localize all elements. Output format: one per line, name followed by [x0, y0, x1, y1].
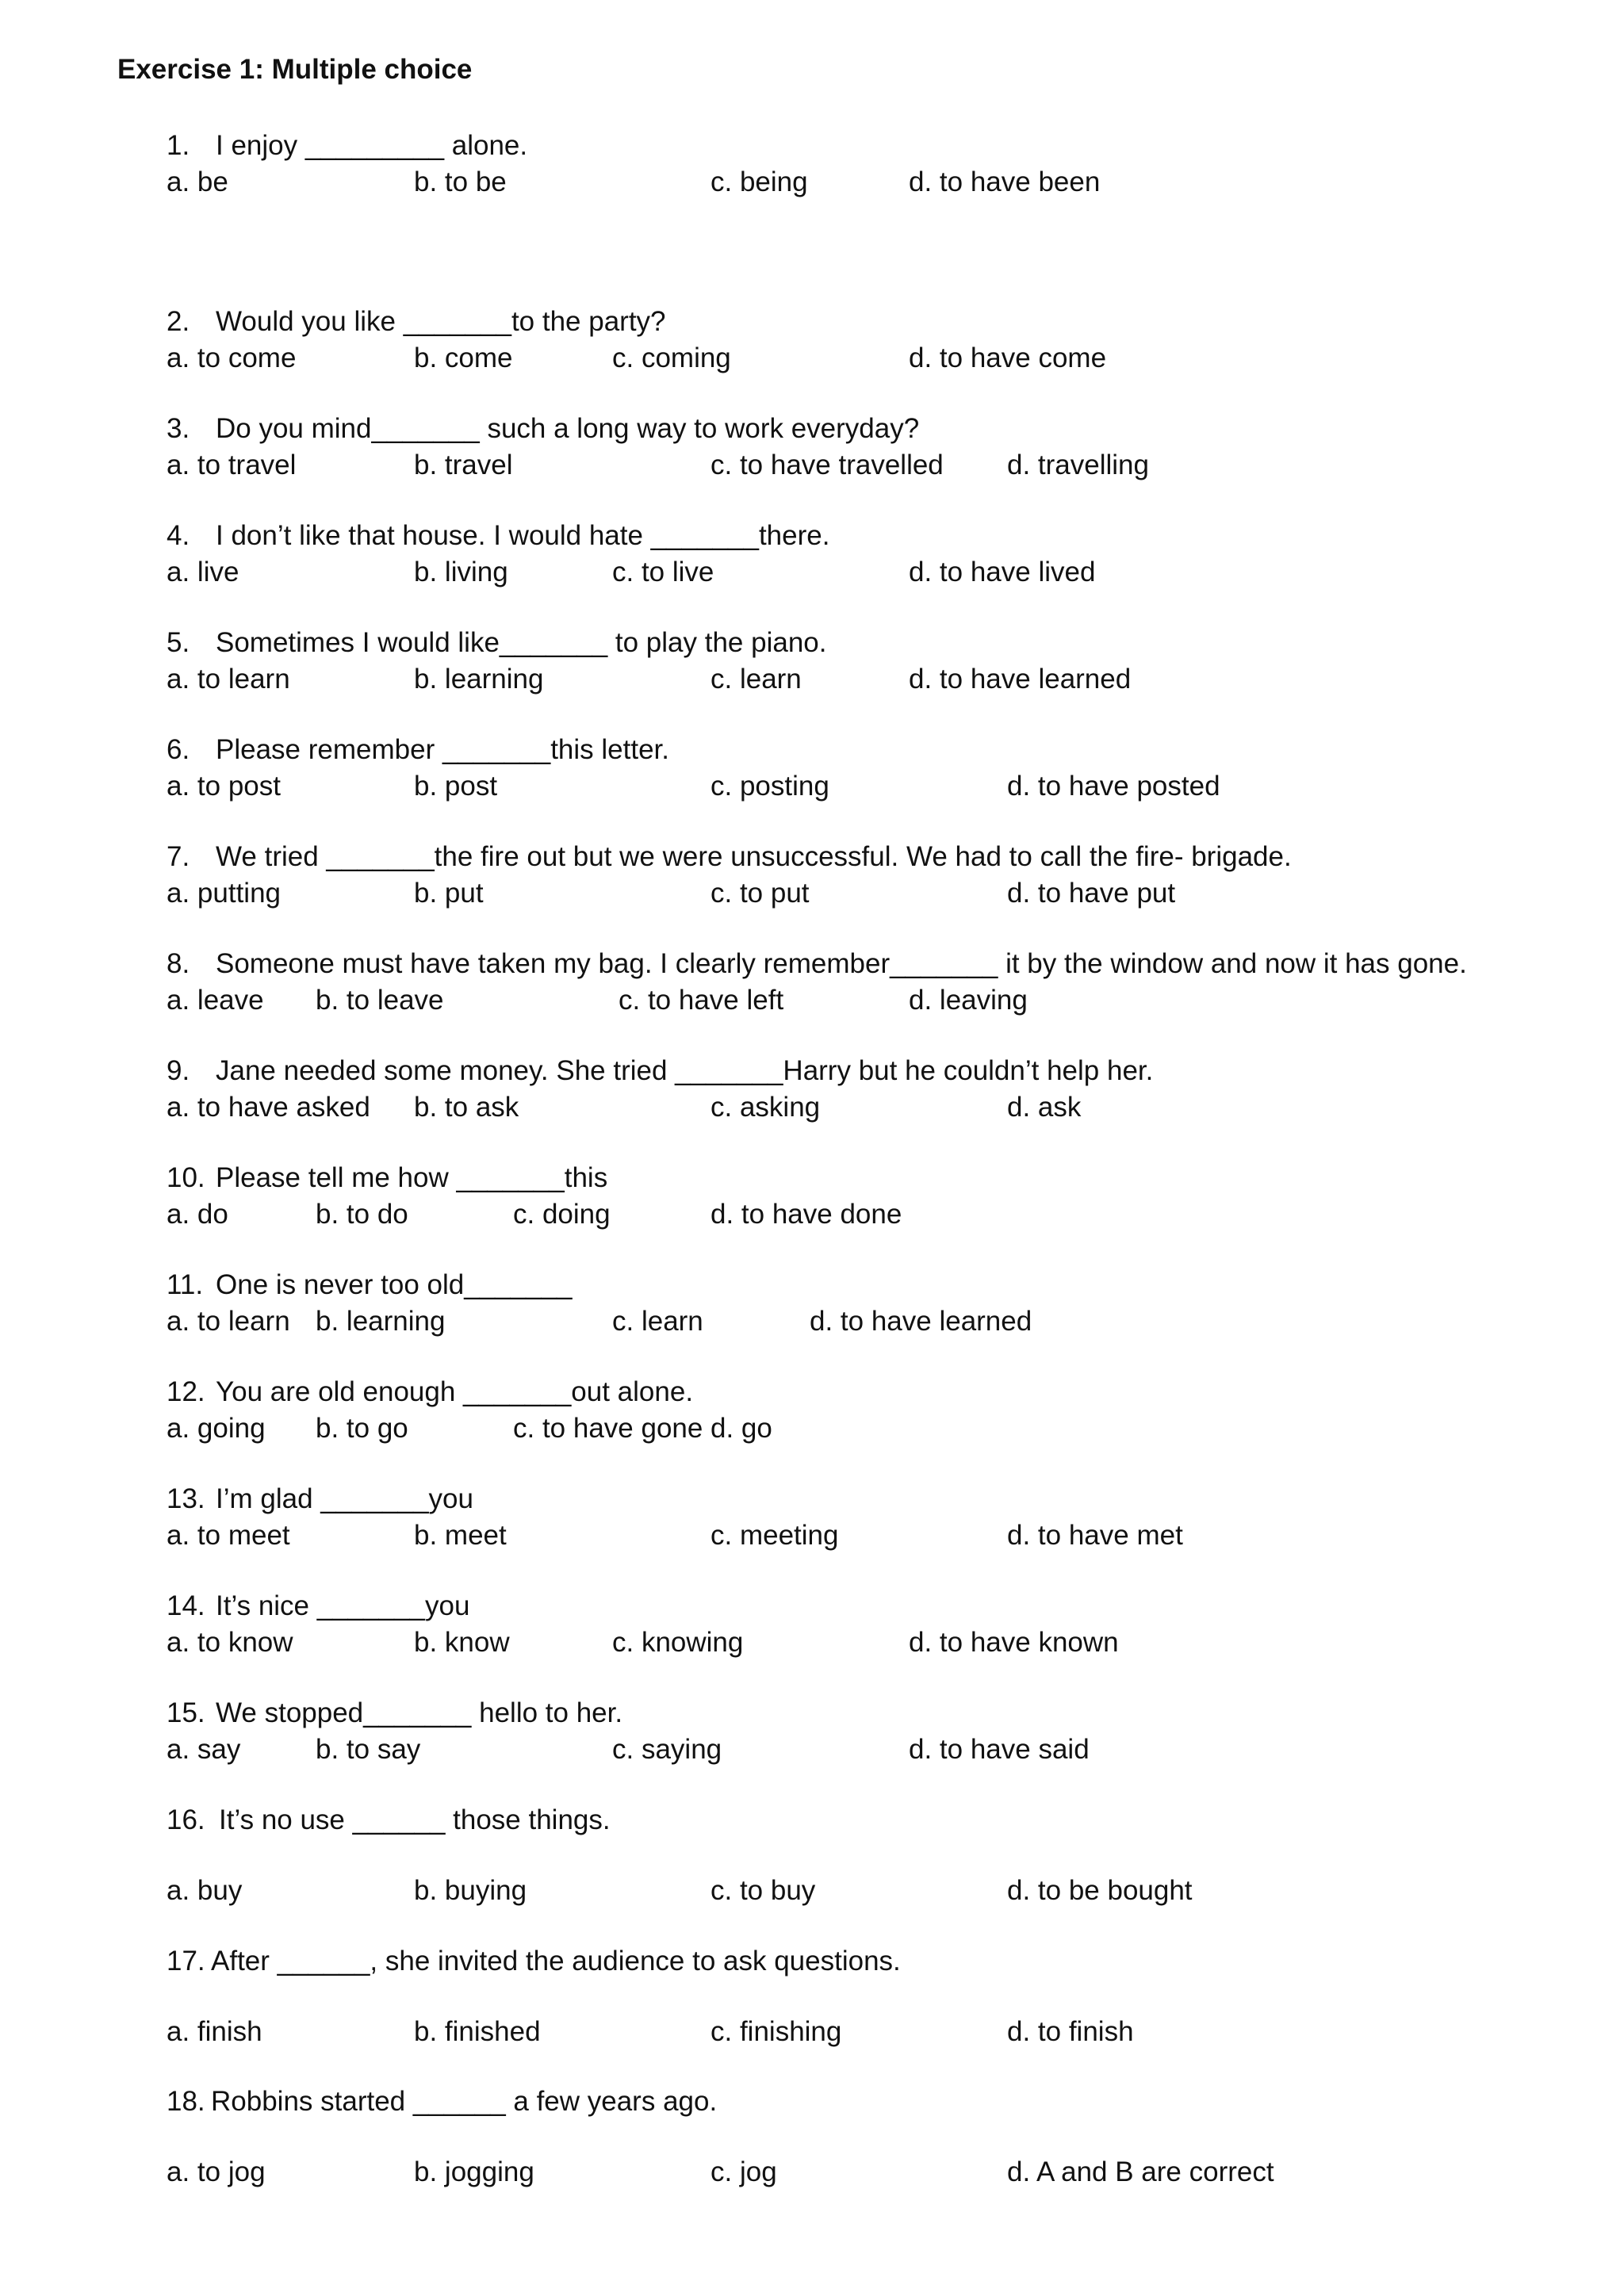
answer-option-b[interactable]: b. post: [414, 771, 498, 802]
answer-option-d[interactable]: d. to have come: [909, 342, 1107, 373]
question-text: Do you mind_______ such a long way to work everyday?: [216, 413, 920, 444]
answer-option-a[interactable]: a. to have asked: [167, 1092, 370, 1123]
answer-option-c[interactable]: c. being: [710, 166, 808, 197]
answer-option-b[interactable]: b. travel: [414, 450, 513, 480]
question-number: 1.: [167, 130, 190, 161]
answer-option-b[interactable]: b. living: [414, 557, 508, 587]
answer-option-c[interactable]: c. asking: [710, 1092, 821, 1123]
question-10: [167, 1162, 1594, 1235]
answer-options: [167, 2016, 1594, 2053]
answer-options: [167, 450, 1594, 486]
answer-option-d[interactable]: d. ask: [1007, 1092, 1082, 1123]
question-18: [167, 2086, 1594, 2193]
question-number: 12.: [167, 1376, 205, 1407]
answer-option-b[interactable]: b. meet: [414, 1520, 507, 1551]
question-text: I don’t like that house. I would hate _______there.: [216, 520, 830, 551]
question-5: [167, 627, 1594, 700]
answer-option-d[interactable]: d. to be bought: [1007, 1875, 1193, 1906]
answer-options: [167, 1627, 1594, 1663]
question-stem: [167, 413, 1594, 450]
question-6: [167, 734, 1594, 807]
answer-option-a[interactable]: a. to post: [167, 771, 281, 802]
answer-option-d[interactable]: d. to have learned: [810, 1306, 1032, 1337]
answer-options: [167, 664, 1594, 700]
answer-option-b[interactable]: b. to be: [414, 166, 507, 197]
answer-option-a[interactable]: a. to jog: [167, 2156, 266, 2187]
answer-options: [167, 1734, 1594, 1770]
question-14: [167, 1590, 1594, 1663]
answer-option-b[interactable]: b. know: [414, 1627, 510, 1658]
answer-options: [167, 985, 1594, 1021]
answer-option-d[interactable]: d. to have met: [1007, 1520, 1183, 1551]
question-text: I’m glad _______you: [216, 1483, 473, 1514]
answer-option-c[interactable]: c. finishing: [710, 2016, 842, 2047]
answer-option-b[interactable]: b. finished: [414, 2016, 541, 2047]
answer-option-a[interactable]: a. to travel: [167, 450, 297, 480]
answer-option-b[interactable]: b. put: [414, 878, 484, 909]
answer-option-a[interactable]: a. to learn: [167, 1306, 290, 1337]
question-stem: [167, 1269, 1594, 1306]
answer-option-a[interactable]: a. going: [167, 1413, 266, 1444]
answer-option-c[interactable]: c. to have travelled: [710, 450, 944, 480]
answer-options: [167, 1199, 1594, 1235]
answer-options: [167, 1413, 1594, 1449]
question-number: 13.: [167, 1483, 205, 1514]
question-17: [167, 1946, 1594, 2053]
question-4: [167, 520, 1594, 593]
question-15: [167, 1697, 1594, 1770]
question-text: Sometimes I would like_______ to play the piano.: [216, 627, 827, 658]
question-number: 11.: [167, 1269, 204, 1300]
answer-options: [167, 2156, 1594, 2193]
question-text: We tried _______the fire out but we were unsuccessful. We had to call the fire- brigade.: [216, 841, 1292, 872]
question-1: [167, 130, 1594, 203]
answer-option-b[interactable]: b. jogging: [414, 2156, 534, 2187]
question-text: Please remember _______this letter.: [216, 734, 669, 765]
answer-option-d[interactable]: d. to have lived: [909, 557, 1096, 587]
answer-options: [167, 342, 1594, 379]
answer-option-c[interactable]: c. meeting: [710, 1520, 839, 1551]
answer-option-b[interactable]: b. come: [414, 342, 513, 373]
answer-option-d[interactable]: d. go: [710, 1413, 772, 1444]
answer-option-d[interactable]: d. to have posted: [1007, 771, 1220, 802]
question-number: 3.: [167, 413, 190, 444]
question-text: It’s nice _______you: [216, 1590, 470, 1621]
question-stem: [167, 627, 1594, 664]
answer-options: [167, 1520, 1594, 1556]
answer-options: [167, 1092, 1594, 1128]
answer-option-c[interactable]: c. to live: [612, 557, 714, 587]
answer-options: [167, 878, 1594, 914]
answer-option-c[interactable]: c. knowing: [612, 1627, 744, 1658]
answer-option-c[interactable]: c. doing: [513, 1199, 611, 1230]
question-stem: [167, 1946, 1594, 1982]
answer-option-a[interactable]: a. say: [167, 1734, 241, 1765]
answer-option-a[interactable]: a. to come: [167, 342, 297, 373]
question-number: 14.: [167, 1590, 205, 1621]
question-stem: [167, 1804, 1594, 1841]
question-number: 2.: [167, 306, 190, 337]
question-12: [167, 1376, 1594, 1449]
question-3: [167, 413, 1594, 486]
answer-option-a[interactable]: a. be: [167, 166, 228, 197]
answer-option-c[interactable]: c. saying: [612, 1734, 722, 1765]
question-number: 16.: [167, 1804, 205, 1835]
question-stem: [167, 734, 1594, 771]
question-13: [167, 1483, 1594, 1556]
question-stem: [167, 1162, 1594, 1199]
answer-option-d[interactable]: d. to have put: [1007, 878, 1176, 909]
answer-option-d[interactable]: d. A and B are correct: [1007, 2156, 1274, 2187]
question-9: [167, 1055, 1594, 1128]
question-stem: [167, 1697, 1594, 1734]
answer-option-c[interactable]: c. posting: [710, 771, 829, 802]
answer-options: [167, 166, 1594, 203]
question-stem: [167, 1483, 1594, 1520]
answer-option-b[interactable]: b. to say: [316, 1734, 421, 1765]
answer-option-a[interactable]: a. leave: [167, 985, 264, 1016]
question-text: Please tell me how _______this: [216, 1162, 608, 1193]
answer-option-c[interactable]: c. to put: [710, 878, 810, 909]
question-8: [167, 948, 1594, 1021]
answer-options: [167, 771, 1594, 807]
question-text: I enjoy _________ alone.: [216, 130, 528, 161]
question-number: 4.: [167, 520, 190, 551]
answer-option-c[interactable]: c. to have left: [619, 985, 784, 1016]
answer-option-d[interactable]: d. travelling: [1007, 450, 1149, 480]
question-text: Jane needed some money. She tried _______Harry but he couldn’t help her.: [216, 1055, 1154, 1086]
answer-option-c[interactable]: c. to buy: [710, 1875, 816, 1906]
answer-option-d[interactable]: d. to have said: [909, 1734, 1090, 1765]
question-number: 7.: [167, 841, 190, 872]
answer-option-c[interactable]: c. coming: [612, 342, 731, 373]
answer-option-a[interactable]: a. to know: [167, 1627, 293, 1658]
question-text: After ______, she invited the audience to ask questions.: [211, 1946, 901, 1976]
answer-options: [167, 1875, 1594, 1911]
answer-option-b[interactable]: b. to go: [316, 1413, 408, 1444]
answer-option-d[interactable]: d. to finish: [1007, 2016, 1134, 2047]
answer-option-b[interactable]: b. to leave: [316, 985, 444, 1016]
answer-option-c[interactable]: c. to have gone: [513, 1413, 703, 1444]
question-stem: [167, 1376, 1594, 1413]
question-number: 10.: [167, 1162, 205, 1193]
question-text: One is never too old_______: [216, 1269, 573, 1300]
answer-option-c[interactable]: c. learn: [710, 664, 802, 695]
answer-option-a[interactable]: a. putting: [167, 878, 281, 909]
question-text: Someone must have taken my bag. I clearly remember_______ it by the window and now it has gone.: [216, 948, 1467, 979]
answer-options: [167, 557, 1594, 593]
answer-option-a[interactable]: a. do: [167, 1199, 228, 1230]
question-text: We stopped_______ hello to her.: [216, 1697, 623, 1728]
question-text: You are old enough _______out alone.: [216, 1376, 694, 1407]
question-stem: [167, 130, 1594, 166]
answer-option-d[interactable]: d. to have been: [909, 166, 1101, 197]
question-stem: [167, 948, 1594, 985]
question-stem: [167, 306, 1594, 342]
answer-option-a[interactable]: a. finish: [167, 2016, 262, 2047]
question-2: [167, 306, 1594, 379]
answer-option-a[interactable]: a. to learn: [167, 664, 290, 695]
question-number: 8.: [167, 948, 190, 979]
answer-option-c[interactable]: c. learn: [612, 1306, 703, 1337]
question-stem: [167, 1055, 1594, 1092]
answer-option-a[interactable]: a. buy: [167, 1875, 243, 1906]
question-number: 6.: [167, 734, 190, 765]
answer-option-d[interactable]: d. to have known: [909, 1627, 1119, 1658]
answer-option-b[interactable]: b. learning: [316, 1306, 446, 1337]
question-number: 17.: [167, 1946, 205, 1976]
question-text: It’s no use ______ those things.: [219, 1804, 611, 1835]
question-16: [167, 1804, 1594, 1911]
answer-option-b[interactable]: b. buying: [414, 1875, 527, 1906]
answer-option-d[interactable]: d. leaving: [909, 985, 1028, 1016]
question-stem: [167, 841, 1594, 878]
answer-option-d[interactable]: d. to have learned: [909, 664, 1132, 695]
exercise-title: Exercise 1: Multiple choice: [117, 54, 473, 85]
answer-option-a[interactable]: a. live: [167, 557, 239, 587]
answer-option-b[interactable]: b. learning: [414, 664, 544, 695]
question-number: 5.: [167, 627, 190, 658]
question-number: 9.: [167, 1055, 190, 1086]
answer-option-c[interactable]: c. jog: [710, 2156, 777, 2187]
answer-option-b[interactable]: b. to ask: [414, 1092, 519, 1123]
question-stem: [167, 2086, 1594, 2122]
question-text: Robbins started ______ a few years ago.: [211, 2086, 718, 2117]
question-11: [167, 1269, 1594, 1342]
question-stem: [167, 1590, 1594, 1627]
question-stem: [167, 520, 1594, 557]
answer-option-d[interactable]: d. to have done: [710, 1199, 902, 1230]
question-number: 15.: [167, 1697, 205, 1728]
question-7: [167, 841, 1594, 914]
answer-option-b[interactable]: b. to do: [316, 1199, 408, 1230]
question-text: Would you like _______to the party?: [216, 306, 666, 337]
question-number: 18.: [167, 2086, 205, 2117]
answer-options: [167, 1306, 1594, 1342]
answer-option-a[interactable]: a. to meet: [167, 1520, 290, 1551]
